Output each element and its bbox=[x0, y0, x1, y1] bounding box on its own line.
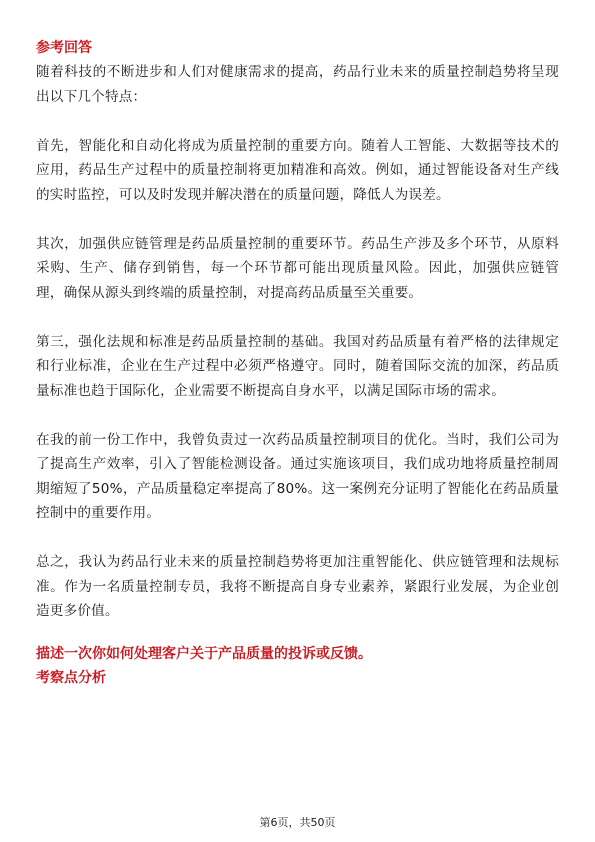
paragraph-experience: 在我的前一份工作中，我曾负责过一次药品质量控制项目的优化。当时，我们公司为了提高生产效率，引入了智能检测设备。通过实施该项目，我们成功地将质量控制周期缩短了50%，产品质量稳定率提高了80%。这一案例充分证明了智能化在药品质量控制中的重要作用。 bbox=[36, 431, 559, 521]
paragraph-second-point: 其次，加强供应链管理是药品质量控制的重要环节。药品生产涉及多个环节，从原料采购、生产、储存到销售，每一个环节都可能出现质量风险。因此，加强供应链管理，确保从源头到终端的质量控制，对提高药品质量至关重要。 bbox=[36, 235, 559, 301]
page-number-footer: 第6页，共50页 bbox=[259, 816, 336, 829]
section-heading-reference-answer: 参考回答 bbox=[36, 40, 92, 56]
paragraph-conclusion: 总之，我认为药品行业未来的质量控制趋势将更加注重智能化、供应链管理和法规标准。作为一名质量控制专员，我将不断提高自身专业素养，紧跟行业发展，为企业创造更多价值。 bbox=[36, 554, 559, 619]
paragraph-first-point: 首先，智能化和自动化将成为质量控制的重要方向。随着人工智能、大数据等技术的应用，药品生产过程中的质量控制将更加精准和高效。例如，通过智能设备对生产线的实时监控，可以及时发现并解决潜在的质量问题，降低人为误差。 bbox=[36, 137, 559, 203]
page-content bbox=[36, 36, 559, 690]
paragraph-intro: 随着科技的不断进步和人们对健康需求的提高，药品行业未来的质量控制趋势将呈现出以下几个特点： bbox=[36, 64, 559, 105]
analysis-heading: 考察点分析 bbox=[36, 669, 106, 686]
paragraph-third-point: 第三，强化法规和标准是药品质量控制的基础。我国对药品质量有着严格的法律规定和行业标准，企业在生产过程中必须严格遵守。同时，随着国际交流的加深，药品质量标准也趋于国际化，企业需要不断提高自身水平，以满足国际市场的需求。 bbox=[36, 333, 559, 399]
next-question-heading: 描述一次你如何处理客户关于产品质量的投诉或反馈。 bbox=[36, 645, 372, 662]
